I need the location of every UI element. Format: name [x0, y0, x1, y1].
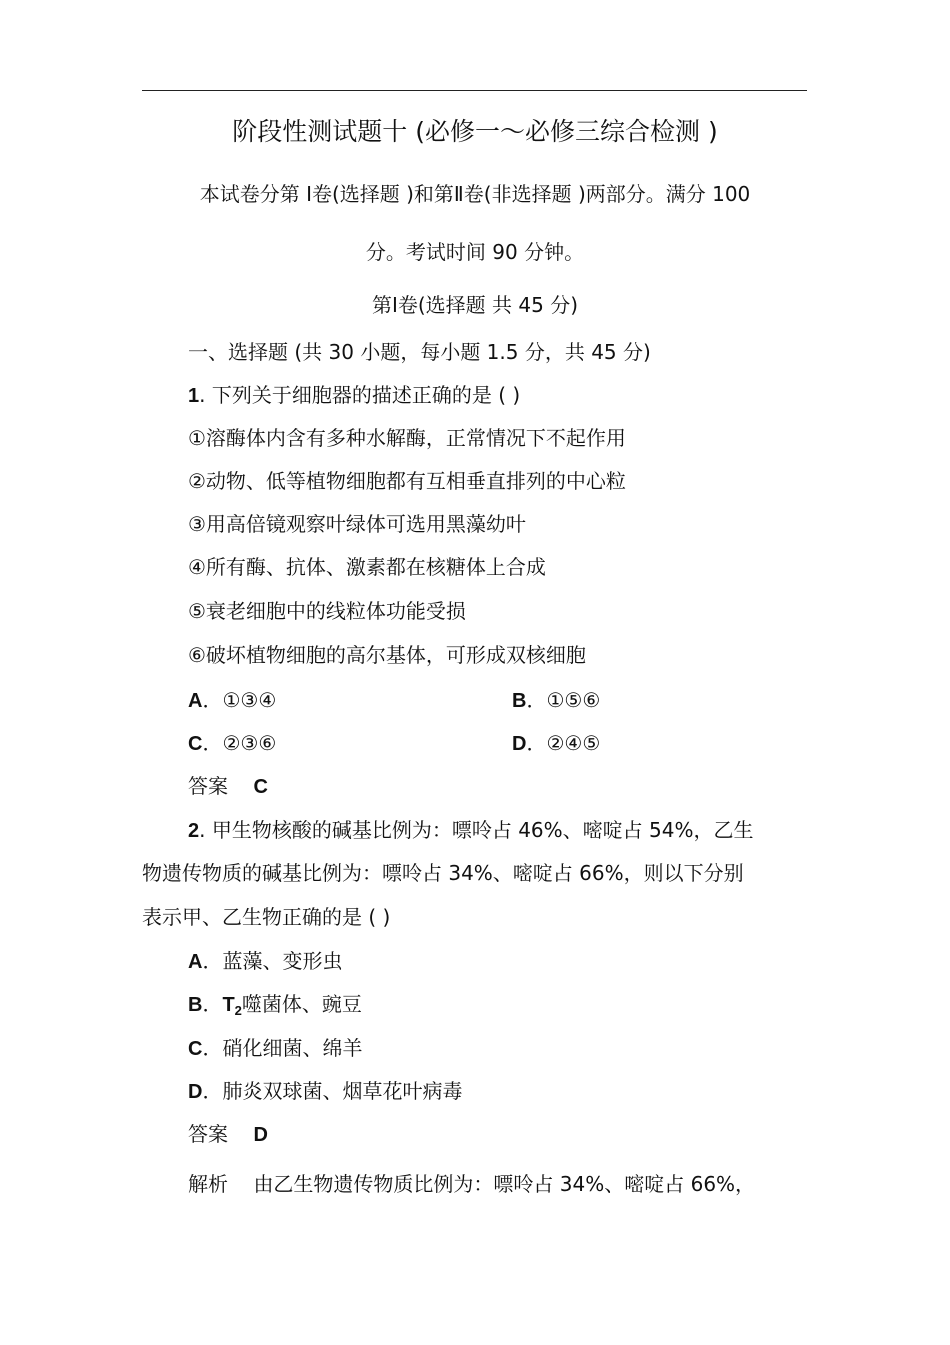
option-c: C．硝化细菌、绵羊: [188, 1036, 363, 1060]
statement-item: ⑥破坏植物细胞的高尔基体，可形成双核细胞: [188, 643, 586, 667]
part-heading: 一、选择题 (共 30 小题，每小题 1.5 分，共 45 分): [188, 340, 651, 364]
answer-line: 答案 D: [188, 1122, 268, 1146]
option-a: A．蓝藻、变形虫: [188, 949, 343, 973]
answer-line: 答案 C: [188, 774, 268, 798]
option-b: B．①⑤⑥: [512, 688, 601, 712]
answer-value: D: [253, 1124, 268, 1146]
option-b: B．$T_2$噬菌体、豌豆: [188, 992, 362, 1018]
statement-item: ④所有酶、抗体、激素都在核糖体上合成: [188, 555, 546, 579]
question-2-stem: 2. 甲生物核酸的碱基比例为：嘌呤占 46%、嘧啶占 54%，乙生: [188, 818, 754, 842]
question-2-stem-cont: 表示甲、乙生物正确的是 ( ): [142, 905, 391, 929]
analysis-line: 解析 由乙生物遗传物质比例为：嘌呤占 34%、嘧啶占 66%，: [188, 1172, 756, 1196]
statement-item: ②动物、低等植物细胞都有互相垂直排列的中心粒: [188, 469, 626, 493]
option-d: D．②④⑤: [512, 731, 601, 755]
section-heading: 第Ⅰ卷(选择题 共 45 分): [371, 293, 579, 317]
option-c: C．②③⑥: [188, 731, 277, 755]
statement-item: ③用高倍镜观察叶绿体可选用黑藻幼叶: [188, 512, 526, 536]
option-a: A．①③④: [188, 688, 277, 712]
header-rule: [142, 90, 807, 91]
answer-value: C: [253, 776, 268, 798]
question-2-stem-cont: 物遗传物质的碱基比例为：嘌呤占 34%、嘧啶占 66%，则以下分别: [142, 861, 744, 885]
statement-item: ①溶酶体内含有多种水解酶，正常情况下不起作用: [188, 426, 626, 450]
intro-line-2: 分。考试时间 90 分钟。: [365, 240, 585, 264]
page-title: 阶段性测试题十 (必修一～必修三综合检测 ): [232, 117, 718, 146]
question-1-stem: 1. 下列关于细胞器的描述正确的是 ( ): [188, 383, 521, 407]
question-number: 2: [188, 820, 200, 842]
intro-line-1: 本试卷分第 Ⅰ卷(选择题 )和第Ⅱ卷(非选择题 )两部分。满分 100: [199, 182, 751, 206]
option-d: D．肺炎双球菌、烟草花叶病毒: [188, 1079, 463, 1103]
question-number: 1: [188, 385, 200, 407]
statement-item: ⑤衰老细胞中的线粒体功能受损: [188, 599, 466, 623]
